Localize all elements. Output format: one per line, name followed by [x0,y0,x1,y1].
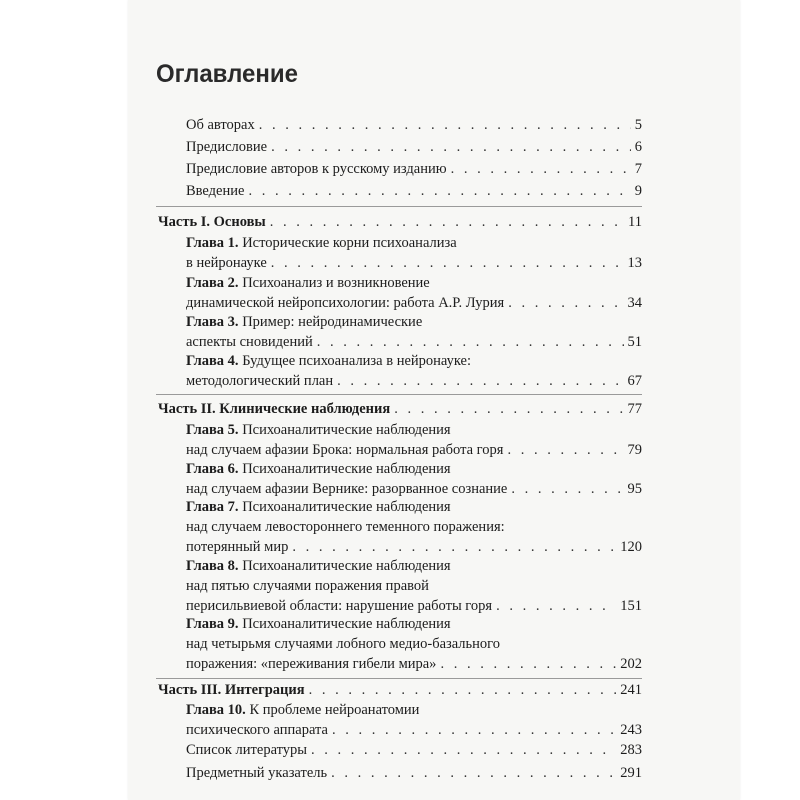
toc-chapter-2[interactable] [186,273,642,313]
chapter-title: Психоанализ и возникновение [242,275,430,291]
entry-title: Об авторах [186,117,255,133]
part-title: Часть II. Клинические наблюдения [158,401,391,417]
entry-title: Введение [186,183,245,199]
dot-leader [270,212,624,232]
chapter-title-cont: перисильвиевой области: нарушение работы горя [186,598,493,614]
chapter-title-cont: над четырьмя случаями лобного медио-базального [186,636,500,652]
page-number: 120 [620,539,642,555]
entry-title: Предисловие авторов к русскому изданию [186,161,447,177]
chapter-title-cont: поражения: «переживания гибели мира» [186,656,437,672]
chapter-number: Глава 6. [186,461,239,477]
toc-chapter-5[interactable] [186,420,642,460]
part-title: Часть III. Интеграция [158,682,305,698]
dot-leader [332,720,616,740]
chapter-number: Глава 3. [186,314,239,330]
toc-chapter-6[interactable] [186,459,642,499]
page-number: 151 [620,598,642,614]
chapter-number: Глава 8. [186,558,239,574]
dot-leader [394,399,623,419]
chapter-title-cont: динамической нейропсихологии: работа А.Р. Лурия [186,295,505,311]
toc-entry-introduction[interactable] [186,181,642,201]
chapter-title-cont: над случаем афазии Брока: нормальная работа горя [186,442,504,458]
page-number: 291 [620,765,642,781]
entry-title: Список литературы [186,742,308,758]
toc-chapter-3[interactable] [186,312,642,352]
chapter-number: Глава 2. [186,275,239,291]
page-number: 7 [634,161,642,177]
toc-part-2[interactable] [158,399,642,419]
page-number: 67 [627,373,642,389]
dot-leader [271,253,624,273]
chapter-title-cont: психического аппарата [186,722,328,738]
page-number: 51 [627,334,642,350]
chapter-title: К проблеме нейроанатомии [249,702,420,718]
chapter-title-cont: в нейронауке [186,255,267,271]
chapter-number: Глава 9. [186,616,239,632]
toc-entry-preface-russian[interactable] [186,159,642,179]
dot-leader [331,763,616,783]
chapter-title: Пример: нейродинамические [242,314,423,330]
page-number: 243 [620,722,642,738]
toc-chapter-8[interactable] [186,556,642,616]
toc-chapter-10[interactable] [186,700,642,740]
section-divider [156,394,642,395]
dot-leader [292,537,616,557]
dot-leader [271,137,631,157]
page-number: 241 [620,682,642,698]
page-number: 283 [620,742,642,758]
dot-leader [248,181,630,201]
chapter-title: Исторические корни психоанализа [242,235,457,251]
toc-chapter-4[interactable] [186,351,642,391]
toc-chapter-9[interactable] [186,614,642,674]
chapter-title: Будущее психоанализа в нейронауке: [242,353,472,369]
dot-leader [337,371,623,391]
section-divider [156,206,642,207]
page-number: 95 [627,481,642,497]
chapter-number: Глава 10. [186,702,246,718]
toc-entry-preface[interactable] [186,137,642,157]
toc-chapter-1[interactable] [186,233,642,273]
toc-entry-bibliography[interactable] [186,740,642,760]
chapter-title-cont: над случаем афазии Вернике: разорванное сознание [186,481,508,497]
page-number: 77 [627,401,642,417]
page-number: 13 [627,255,642,271]
toc-entry-subject-index[interactable] [186,763,642,783]
dot-leader [311,740,616,760]
dot-leader [511,479,623,499]
page-title: Оглавление [156,60,298,88]
dot-leader [317,332,624,352]
chapter-title: Психоаналитические наблюдения [242,499,451,515]
chapter-title-cont: аспекты сновидений [186,334,313,350]
dot-leader [496,596,616,616]
page-number: 202 [620,656,642,672]
chapter-title: Психоаналитические наблюдения [242,422,451,438]
dot-leader [507,440,623,460]
dot-leader [508,293,623,313]
chapter-number: Глава 1. [186,235,239,251]
page-number: 9 [634,183,642,199]
page-number: 6 [634,139,642,155]
dot-leader [451,159,631,179]
dot-leader [259,115,631,135]
dot-leader [309,680,617,700]
entry-title: Предисловие [186,139,268,155]
page-number: 5 [634,117,642,133]
page-number: 11 [628,214,642,230]
toc-entry-about-authors[interactable] [186,115,642,135]
chapter-title-cont: потерянный мир [186,539,289,555]
toc-part-3[interactable] [158,680,642,700]
chapter-title-cont: над случаем левостороннего теменного поражения: [186,519,505,535]
page-number: 79 [627,442,642,458]
chapter-title-cont: методологический план [186,373,334,389]
chapter-title-cont: над пятью случаями поражения правой [186,578,429,594]
toc-chapter-7[interactable] [186,497,642,557]
toc-part-1[interactable] [158,212,642,232]
entry-title: Предметный указатель [186,765,328,781]
dot-leader [440,654,616,674]
chapter-title: Психоаналитические наблюдения [242,616,451,632]
chapter-number: Глава 5. [186,422,239,438]
chapter-title: Психоаналитические наблюдения [242,558,451,574]
part-title: Часть I. Основы [158,214,266,230]
chapter-title: Психоаналитические наблюдения [242,461,451,477]
chapter-number: Глава 4. [186,353,239,369]
page-number: 34 [627,295,642,311]
section-divider [156,678,642,679]
chapter-number: Глава 7. [186,499,239,515]
